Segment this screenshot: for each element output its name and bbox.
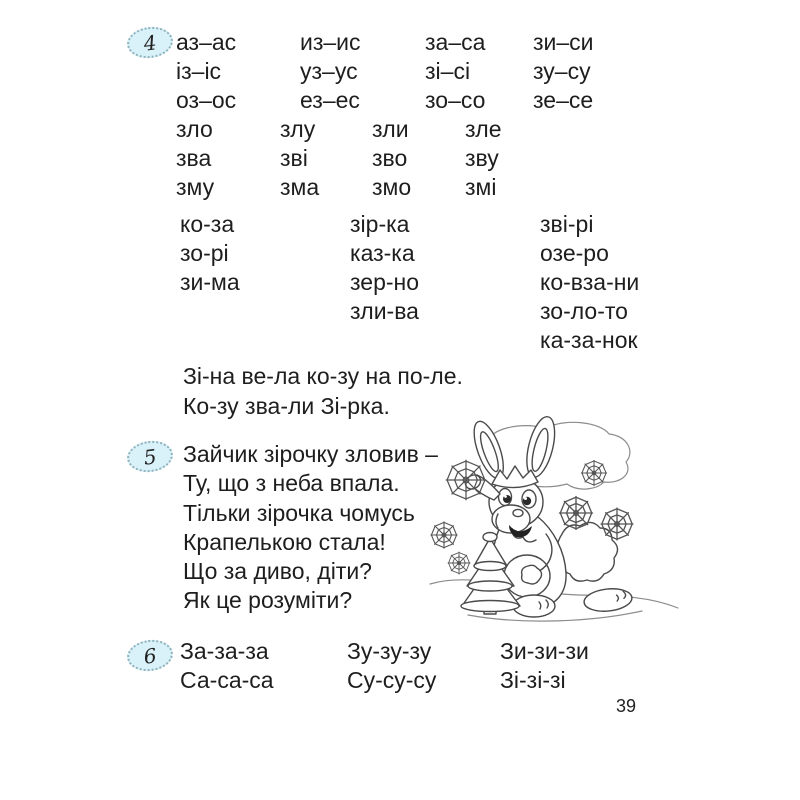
poem-line: Як це розуміти? xyxy=(183,587,353,614)
drill-row xyxy=(180,637,589,666)
poem-line: Що за диво, діти? xyxy=(183,558,372,585)
syllable-cluster-row xyxy=(176,115,502,144)
syllable-cluster: зло xyxy=(176,116,213,142)
syllable-pair: зу–су xyxy=(533,58,591,84)
syllable-cluster: змо xyxy=(372,174,412,200)
word-item: зо-рі xyxy=(180,240,229,266)
syllable-cluster: зву xyxy=(465,145,499,171)
sentence-line: Ко-зу зва-ли Зі-рка. xyxy=(183,393,390,419)
syllable-pair: із–іс xyxy=(176,58,222,84)
syllable-pair: оз–ос xyxy=(176,87,237,113)
syllable-pair: аз–ас xyxy=(176,29,237,55)
exercise-5-badge xyxy=(125,438,174,474)
exercise-number: 5 xyxy=(142,443,158,470)
word-item: ка-за-нок xyxy=(540,327,638,353)
rabbit-rear-foot xyxy=(583,587,633,614)
rabbit-nose xyxy=(513,509,523,516)
drill-item: Зи-зи-зи xyxy=(500,638,589,664)
word-item: зві-рі xyxy=(540,211,594,237)
syllable-pair: уз–ус xyxy=(300,58,358,84)
syllable-cluster: зму xyxy=(176,174,215,200)
word-item: ко-вза-ни xyxy=(540,269,640,295)
word-column xyxy=(350,210,419,326)
word-item: зір-ка xyxy=(350,211,410,237)
syllable-pair: зі–сі xyxy=(425,58,471,84)
syllable-pair: зи–си xyxy=(533,29,594,55)
drill-item: Зу-зу-зу xyxy=(347,638,432,664)
syllable-cluster: зма xyxy=(280,174,320,200)
snowflake-icon xyxy=(581,460,606,485)
poem-line: Зайчик зірочку зловив – xyxy=(183,441,438,467)
word-item: зли-ва xyxy=(350,298,419,324)
syllable-cluster: зва xyxy=(176,145,212,171)
syllable-pair: ез–ес xyxy=(300,87,360,113)
word-item: зер-но xyxy=(350,269,420,295)
syllable-pair: зе–се xyxy=(533,87,594,113)
syllable-cluster-row xyxy=(176,173,496,202)
exercise-number: 4 xyxy=(142,29,158,56)
rabbit-illustration xyxy=(428,416,680,634)
word-item: озе-ро xyxy=(540,240,609,266)
drill-row xyxy=(180,666,566,695)
syllable-cluster: зво xyxy=(372,145,408,171)
word-item: каз-ка xyxy=(350,240,415,266)
syllable-cluster: зле xyxy=(465,116,502,142)
word-item: зи-ма xyxy=(180,269,240,295)
snowflake-icon xyxy=(560,497,593,530)
word-column xyxy=(540,210,639,355)
syllable-pair: из–ис xyxy=(300,29,361,55)
drill-item: Са-са-са xyxy=(180,667,274,693)
word-item: зо-ло-то xyxy=(540,298,628,324)
exercise-4-badge xyxy=(125,24,174,60)
syllable-cluster: зві xyxy=(280,145,308,171)
snowflake-icon xyxy=(431,522,457,548)
exercise-6-badge xyxy=(125,637,174,673)
poem-line: Тільки зірочка чомусь xyxy=(183,499,415,526)
poem-block xyxy=(183,440,438,616)
snowflake-icon xyxy=(446,460,486,500)
syllable-pair-row xyxy=(176,28,594,57)
syllable-pair: за–са xyxy=(425,29,486,55)
drill-item: Су-су-су xyxy=(347,667,437,693)
drill-item: За-за-за xyxy=(180,638,269,664)
poem-line: Крапелькою стала! xyxy=(183,528,386,555)
syllable-pair-row xyxy=(176,57,591,86)
drill-item: Зі-зі-зі xyxy=(500,667,566,693)
snowflake-icon xyxy=(448,552,470,574)
word-item: ко-за xyxy=(180,211,235,237)
syllable-cluster: злу xyxy=(280,116,316,142)
word-column xyxy=(180,210,240,297)
sentence-line: Зі-на ве-ла ко-зу на по-ле. xyxy=(183,363,463,389)
syllable-cluster: змі xyxy=(465,174,497,200)
sentence-block xyxy=(183,361,463,421)
syllable-cluster-row xyxy=(176,144,499,173)
syllable-pair: зо–со xyxy=(425,87,486,113)
poem-line: Ту, що з неба впала. xyxy=(183,470,400,497)
page-number: 39 xyxy=(616,696,637,716)
syllable-pair-row xyxy=(176,86,593,115)
snowflake-icon xyxy=(601,508,633,540)
syllable-cluster: зли xyxy=(372,116,409,142)
exercise-number: 6 xyxy=(142,642,158,669)
